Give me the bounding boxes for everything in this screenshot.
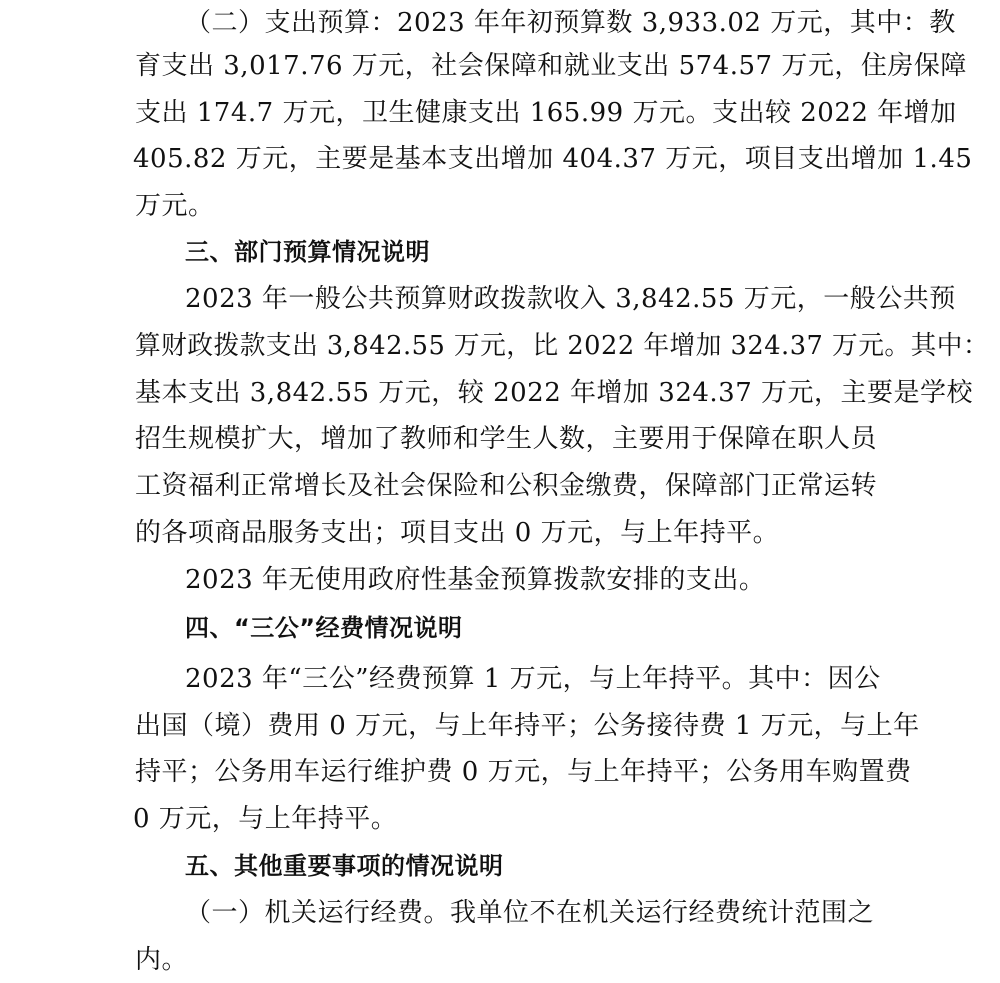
budget-para-line-4: 招生规模扩大，增加了教师和学生人数，主要用于保障在职人员: [135, 424, 878, 454]
budget-para-line-5: 工资福利正常增长及社会保险和公积金缴费，保障部门正常运转: [135, 471, 878, 501]
three-public-line-2: 出国（境）费用 0 万元，与上年持平；公务接待费 1 万元，与上年: [135, 711, 920, 741]
operating-cost-line-2: 内。: [135, 945, 189, 975]
budget-para-line-1: 2023 年一般公共预算财政拨款收入 3,842.55 万元，一般公共预: [185, 284, 956, 314]
fund-budget-line: 2023 年无使用政府性基金预算拨款安排的支出。: [185, 565, 766, 595]
expenditure-line-5: 万元。: [135, 191, 215, 221]
budget-para-line-3: 基本支出 3,842.55 万元，较 2022 年增加 324.37 万元，主要是学校: [135, 378, 974, 408]
section-four-heading: 四、“三公”经费情况说明: [185, 614, 463, 642]
expenditure-line-1: （二）支出预算：2023 年年初预算数 3,933.02 万元，其中：教: [185, 8, 956, 38]
operating-cost-line-1: （一）机关运行经费。我单位不在机关运行经费统计范围之: [185, 898, 875, 928]
section-three-heading: 三、部门预算情况说明: [185, 238, 430, 266]
budget-para-line-6: 的各项商品服务支出；项目支出 0 万元，与上年持平。: [135, 518, 780, 548]
expenditure-line-2: 育支出 3,017.76 万元，社会保障和就业支出 574.57 万元，住房保障: [135, 51, 967, 81]
section-five-heading: 五、其他重要事项的情况说明: [185, 852, 504, 880]
three-public-line-3: 持平；公务用车运行维护费 0 万元，与上年持平；公务用车购置费: [135, 757, 912, 787]
expenditure-line-3: 支出 174.7 万元，卫生健康支出 165.99 万元。支出较 2022 年增加: [135, 98, 957, 128]
three-public-line-4: 0 万元，与上年持平。: [133, 804, 398, 834]
three-public-line-1: 2023 年“三公”经费预算 1 万元，与上年持平。其中：因公: [185, 664, 881, 694]
expenditure-line-4: 405.82 万元，主要是基本支出增加 404.37 万元，项目支出增加 1.45: [133, 144, 973, 174]
budget-para-line-2: 算财政拨款支出 3,842.55 万元，比 2022 年增加 324.37 万元。其中：: [135, 331, 990, 361]
